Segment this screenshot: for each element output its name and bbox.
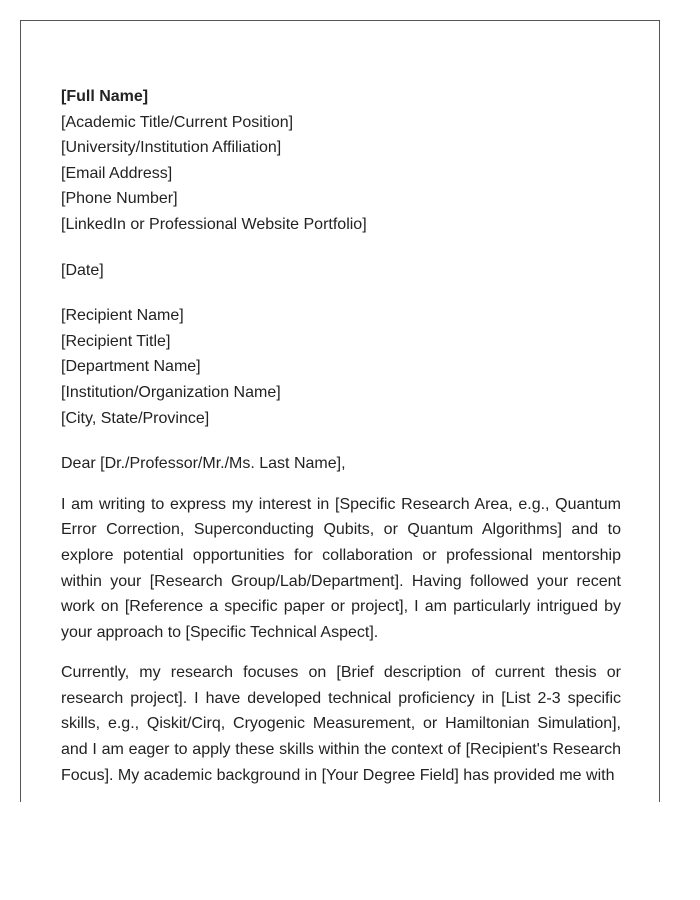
recipient-name: [Recipient Name]	[61, 307, 184, 325]
recipient-title: [Recipient Title]	[61, 332, 171, 350]
recipient-location: [City, State/Province]	[61, 409, 210, 427]
letter-page	[20, 20, 660, 802]
date-block	[61, 258, 621, 284]
letter-date: [Date]	[61, 261, 104, 279]
sender-phone: [Phone Number]	[61, 190, 178, 208]
sender-email: [Email Address]	[61, 164, 173, 182]
letter-content	[61, 84, 621, 788]
sender-affiliation: [University/Institution Affiliation]	[61, 139, 282, 157]
body-paragraph-2: Currently, my research focuses on [Brief description of current thesis or research project]. I have developed technical proficiency in [List 2-3 specific skills, e.g., Qiskit/Cirq, Cryogenic Measurement, or Hamiltonian Simulation], and I am eager to apply these skills within the context of [Recipient's Research Focus]. My academic background in [Your Degree Field] has provided me with	[61, 664, 621, 784]
recipient-block	[61, 303, 621, 431]
body-paragraph-1: I am writing to express my interest in [Specific Research Area, e.g., Quantum Error Correction, Superconducting Qubits, or Quantum Algorithms] and to explore potential opportunities for collaboration or professional mentorship within your [Research Group/Lab/Department]. Having followed your recent work on [Reference a specific paper or project], I am particularly intrigued by your approach to [Specific Technical Aspect].	[61, 495, 621, 641]
salutation: Dear [Dr./Professor/Mr./Ms. Last Name],	[61, 455, 346, 473]
sender-title: [Academic Title/Current Position]	[61, 113, 294, 131]
sender-block	[61, 84, 621, 238]
recipient-department: [Department Name]	[61, 358, 201, 376]
sender-website: [LinkedIn or Professional Website Portfolio]	[61, 215, 367, 233]
recipient-institution: [Institution/Organization Name]	[61, 383, 281, 401]
sender-full-name: [Full Name]	[61, 88, 149, 105]
